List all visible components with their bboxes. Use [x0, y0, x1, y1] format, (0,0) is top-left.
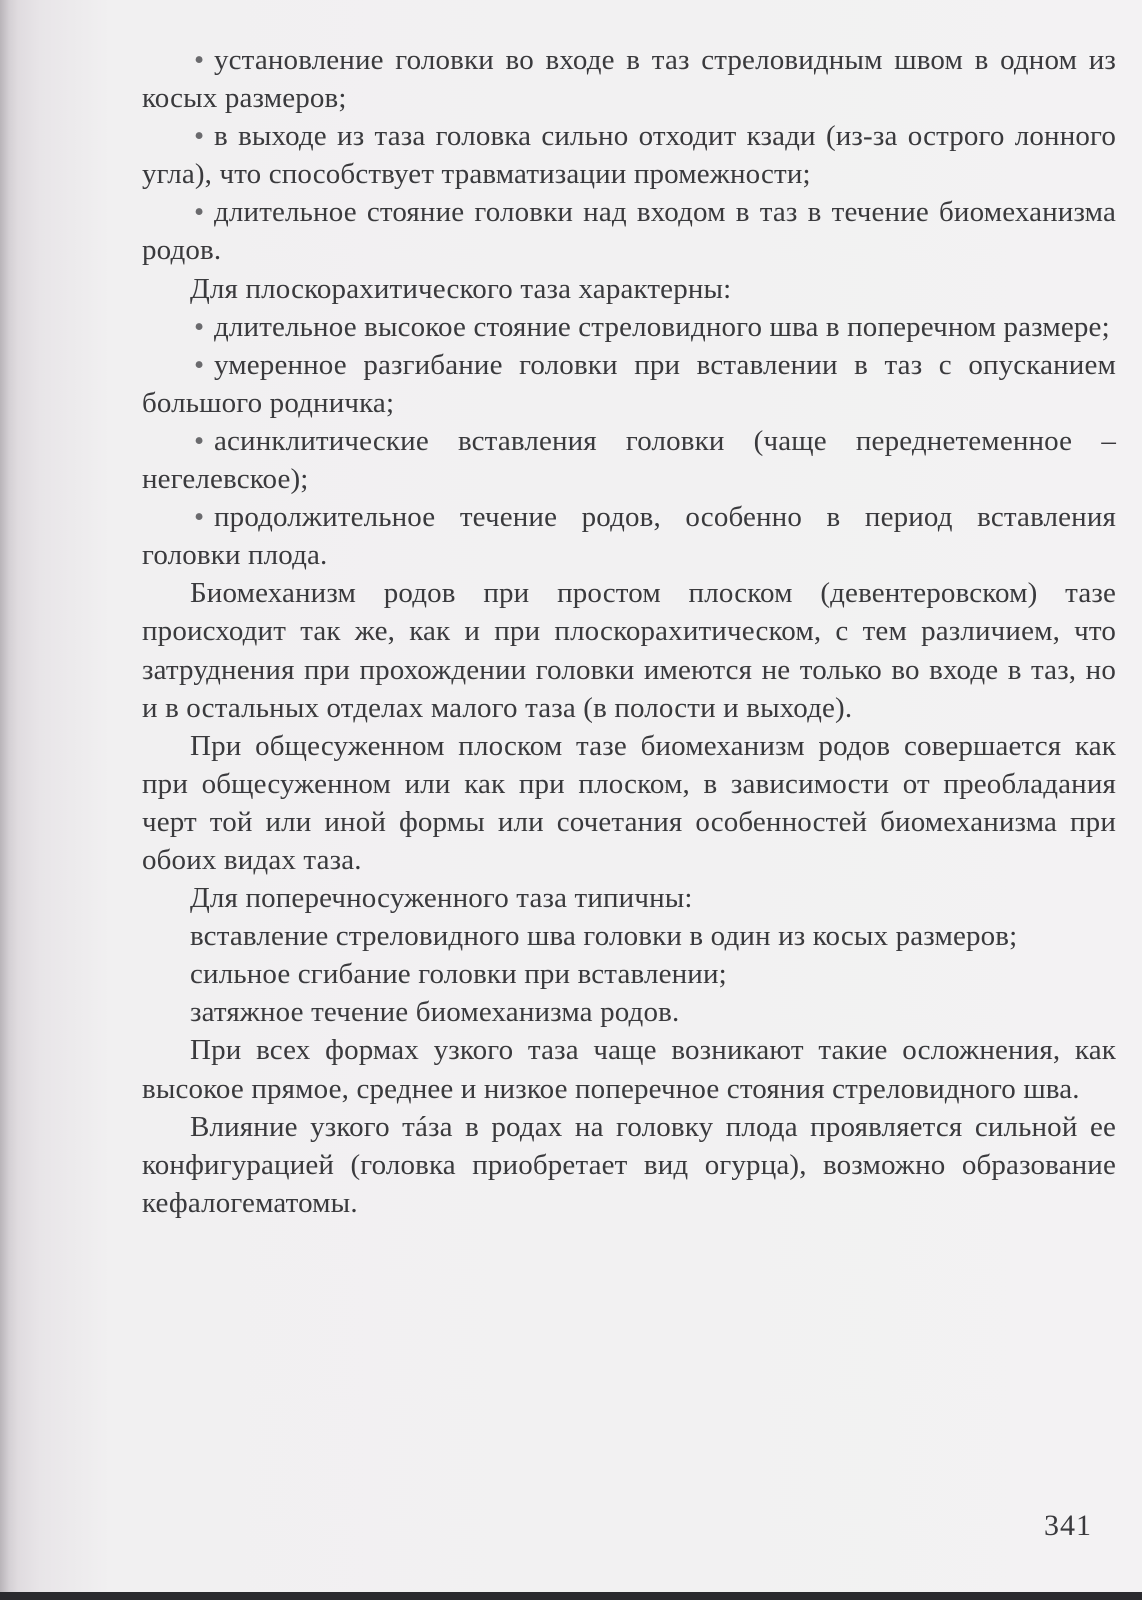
paragraph-text: установление головки во входе в таз стреловидным швом в одном из косых размеров; [142, 44, 1116, 115]
paragraph [142, 955, 1116, 993]
paragraph-text: умеренное разгибание головки при вставлении в таз с опусканием большого родничка; [142, 348, 1116, 419]
paragraph [142, 574, 1116, 726]
bullet-glyph: • [194, 196, 205, 229]
bullet-item [142, 422, 1116, 498]
paragraph [142, 993, 1116, 1031]
paragraph-text: затяжное течение биомеханизма родов. [190, 996, 680, 1029]
body-text [142, 41, 1116, 1222]
paragraph-text: Для поперечносуженного таза типичны: [190, 882, 693, 915]
paragraph-text: Влияние узкого тáза в родах на головку плода проявляется сильной ее конфигурацией (головка приобретает вид огурца), возможно образование кефалогематомы. [142, 1110, 1116, 1219]
paragraph [142, 879, 1116, 917]
paragraph-text: вставление стреловидного шва головки в один из косых размеров; [190, 920, 1018, 953]
bullet-glyph: • [194, 120, 205, 153]
paragraph-text: При всех формах узкого таза чаще возникают такие осложнения, как высокое прямое, среднее и низкое поперечное стояния стреловидного шва. [142, 1034, 1116, 1105]
paragraph-text: длительное стояние головки над входом в таз в течение биомеханизма родов. [142, 196, 1116, 267]
bullet-item [142, 193, 1116, 269]
paragraph-text: При общесуженном плоском тазе биомеханизм родов совершается как при общесуженном или как при плоском, в зависимости от преобладания черт той или иной формы или сочетания особенностей биомеханизма при обоих видах таза. [142, 729, 1116, 876]
bullet-glyph: • [194, 501, 205, 534]
page-number: 341 [1044, 1509, 1092, 1542]
paragraph-text: сильное сгибание головки при вставлении; [190, 958, 727, 991]
paragraph-text: длительное высокое стояние стреловидного шва в поперечном размере; [214, 310, 1110, 343]
paragraph-text: продолжительное течение родов, особенно в период вставления головки плода. [142, 501, 1116, 572]
paragraph [142, 727, 1116, 879]
paragraph-text: Биомеханизм родов при простом плоском (девентеровском) тазе происходит так же, как и при плоскорахитическом, с тем различием, что затруднения при прохождении головки имеются не только во входе в таз, но и в остальных отделах малого таза (в полости и выходе). [142, 577, 1116, 724]
bullet-item [142, 498, 1116, 574]
bullet-glyph: • [194, 348, 205, 381]
bullet-item [142, 346, 1116, 422]
bullet-glyph: • [194, 310, 205, 343]
paragraph-text: в выходе из таза головка сильно отходит кзади (из-за острого лонного угла), что способствует травматизации промежности; [142, 120, 1116, 191]
bullet-item [142, 117, 1116, 193]
bottom-edge [0, 1592, 1142, 1600]
paragraph-text: Для плоскорахитического таза характерны: [190, 272, 732, 305]
paragraph [142, 917, 1116, 955]
spine-shadow [0, 0, 18, 1600]
paragraph [142, 1031, 1116, 1107]
paragraph [142, 1108, 1116, 1222]
bullet-item [142, 308, 1116, 346]
paragraph [142, 270, 1116, 308]
bullet-glyph: • [194, 424, 205, 457]
bullet-glyph: • [194, 44, 205, 76]
bullet-item [142, 41, 1116, 117]
paragraph-text: асинклитические вставления головки (чаще переднетеменное – негелевское); [142, 424, 1116, 496]
